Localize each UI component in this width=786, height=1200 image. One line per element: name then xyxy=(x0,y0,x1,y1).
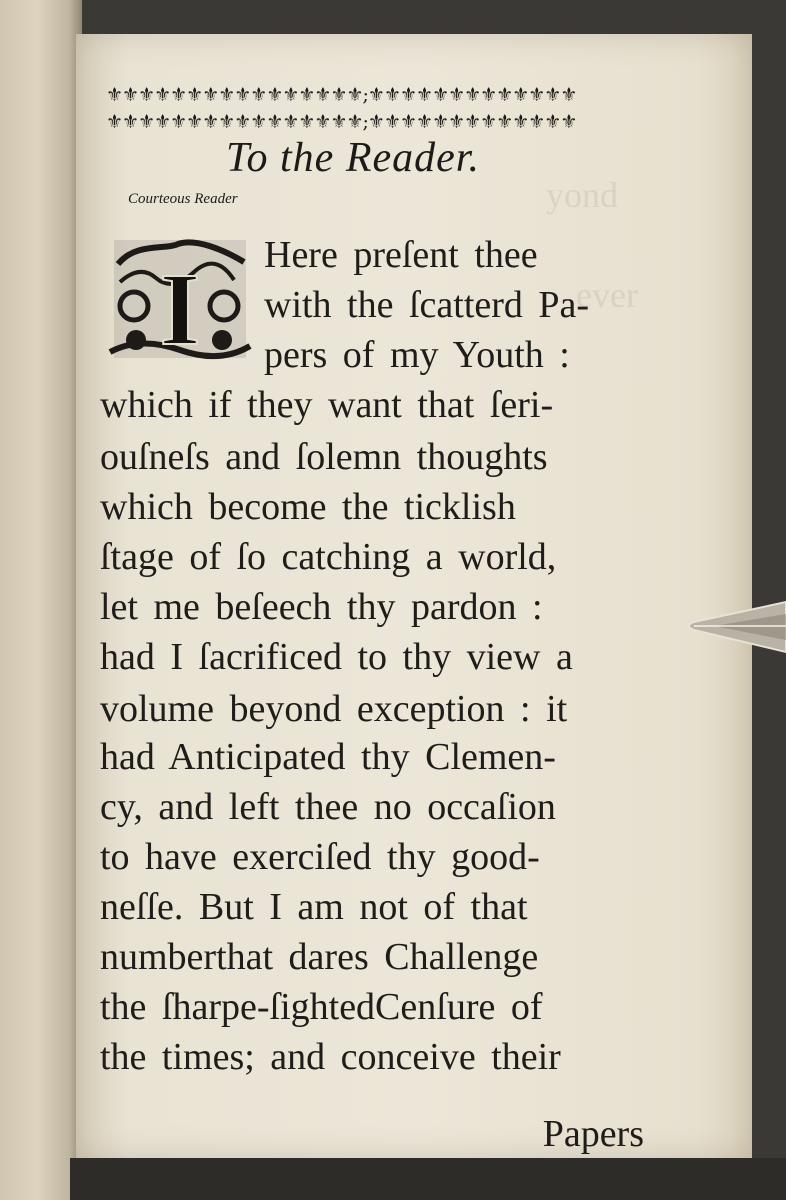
book-page xyxy=(76,34,752,1158)
ornament-row: ⚜⚜⚜⚜⚜⚜⚜⚜⚜⚜⚜⚜⚜⚜⚜⚜;⚜⚜⚜⚜⚜⚜⚜⚜⚜⚜⚜⚜⚜ xyxy=(106,84,577,106)
body-line: let me beſeech thy pardon : xyxy=(100,586,543,628)
decorated-initial-icon xyxy=(106,236,254,364)
pen-nib-pointer-icon xyxy=(684,596,786,660)
left-page-edges xyxy=(0,0,82,1200)
catchword: Papers xyxy=(542,1113,644,1155)
body-line: to have exerciſed thy good- xyxy=(100,836,540,878)
body-line: volume beyond exception : it xyxy=(100,688,568,730)
body-line: cy, and left thee no occaſion xyxy=(100,786,556,828)
ornament-row: ⚜⚜⚜⚜⚜⚜⚜⚜⚜⚜⚜⚜⚜⚜⚜⚜;⚜⚜⚜⚜⚜⚜⚜⚜⚜⚜⚜⚜⚜ xyxy=(106,111,577,133)
body-line: neſſe. But I am not of that xyxy=(100,886,528,928)
body-line: which become the ticklish xyxy=(100,486,516,528)
page-heading: To the Reader. xyxy=(226,135,480,181)
body-line: numberthat dares Challenge xyxy=(100,936,539,978)
body-line: the times; and conceive their xyxy=(100,1036,561,1078)
fleuron-ornament-band xyxy=(106,82,691,142)
body-line: pers of my Youth : xyxy=(264,334,570,376)
initial-letter: I xyxy=(159,252,201,364)
body-line: ouſneſs and ſolemn thoughts xyxy=(100,436,548,478)
body-line: ſtage of ſo catching a world, xyxy=(100,536,557,578)
body-line: Here preſent thee xyxy=(264,234,538,276)
body-line: with the ſcatterd Pa- xyxy=(264,284,590,326)
show-through-text: yond xyxy=(546,175,618,215)
body-line: which if they want that ſeri- xyxy=(100,384,554,426)
side-note: Courteous Reader xyxy=(128,191,238,207)
book-bottom-edge xyxy=(70,1158,786,1200)
show-through-text-2: ever xyxy=(576,275,638,315)
body-line: had I ſacrificed to thy view a xyxy=(100,636,573,678)
body-line: the ſharpe-ſightedCenſure of xyxy=(100,986,543,1028)
body-line: had Anticipated thy Clemen- xyxy=(100,736,556,778)
